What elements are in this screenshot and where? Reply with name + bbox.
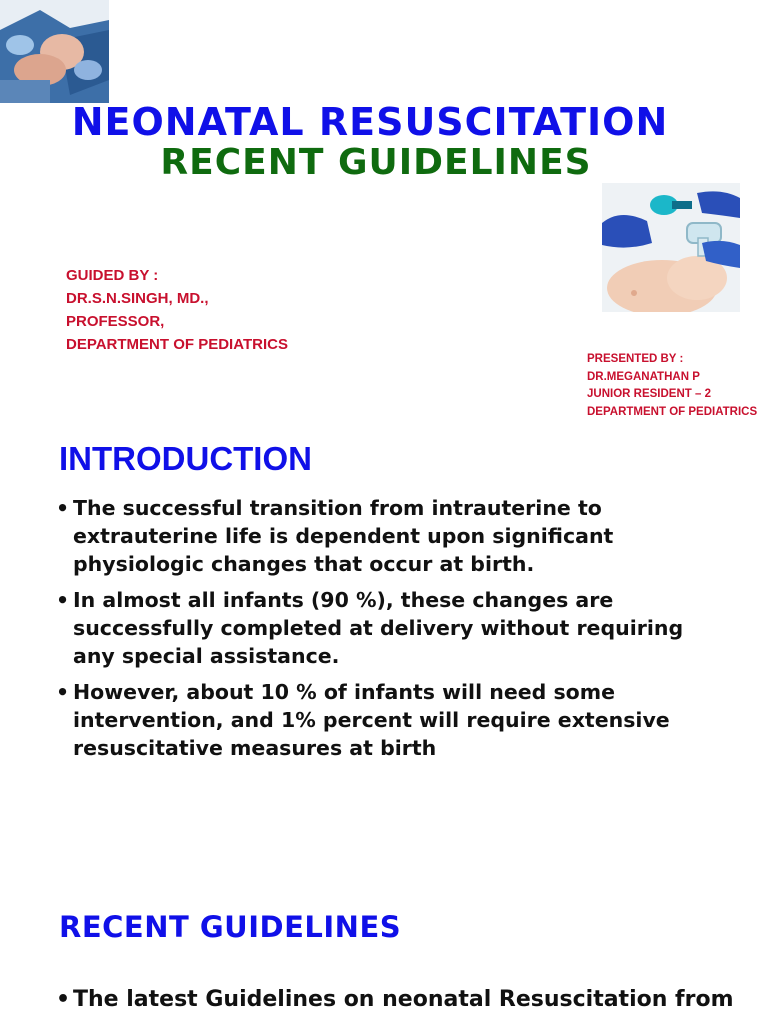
page-subtitle: RECENT GUIDELINES: [160, 142, 592, 183]
presented-by-block: [587, 351, 757, 421]
presenter-position: JUNIOR RESIDENT – 2: [587, 388, 711, 400]
list-item: [56, 586, 716, 670]
resuscitation-photo: [602, 183, 740, 312]
guided-by-label: GUIDED BY :: [66, 267, 159, 284]
recent-guidelines-heading: RECENT GUIDELINES: [59, 910, 402, 944]
guided-by-block: [66, 264, 288, 356]
list-item: [56, 678, 716, 762]
guide-department: DEPARTMENT OF PEDIATRICS: [66, 336, 288, 353]
presenter-department: DEPARTMENT OF PEDIATRICS: [587, 405, 758, 418]
guide-position: PROFESSOR,: [66, 313, 165, 330]
bullet-icon: •: [56, 496, 70, 520]
recent-guidelines-list: [56, 984, 736, 1016]
list-item-text: The successful transition from intrauterine to extrauterine life is dependent upon significant physiologic changes that occur at birth.: [73, 496, 614, 576]
introduction-heading: INTRODUCTION: [59, 440, 312, 477]
page-title: NEONATAL RESUSCITATION: [71, 100, 669, 144]
presented-by-label: PRESENTED BY :: [587, 353, 684, 365]
list-item: [56, 984, 736, 1016]
list-item-text: However, about 10 % of infants will need some intervention, and 1% percent will require extensive resuscitative measures at birth: [73, 680, 670, 760]
guide-name: DR.S.N.SINGH, MD.,: [66, 290, 209, 307]
bullet-icon: •: [56, 588, 70, 612]
list-item-text: In almost all infants (90 %), these changes are successfully completed at delivery without requiring any special assistance.: [73, 588, 684, 668]
newborn-photo-illustration: [0, 0, 109, 103]
presenter-name: DR.MEGANATHAN P: [587, 370, 700, 383]
list-item-text: The latest Guidelines on neonatal Resuscitation from: [73, 987, 734, 1012]
introduction-list: [56, 494, 716, 770]
list-item: [56, 494, 716, 578]
bullet-icon: •: [56, 680, 70, 704]
bullet-icon: •: [56, 987, 71, 1012]
newborn-photo: [0, 0, 109, 103]
resuscitation-photo-illustration: [602, 183, 740, 312]
